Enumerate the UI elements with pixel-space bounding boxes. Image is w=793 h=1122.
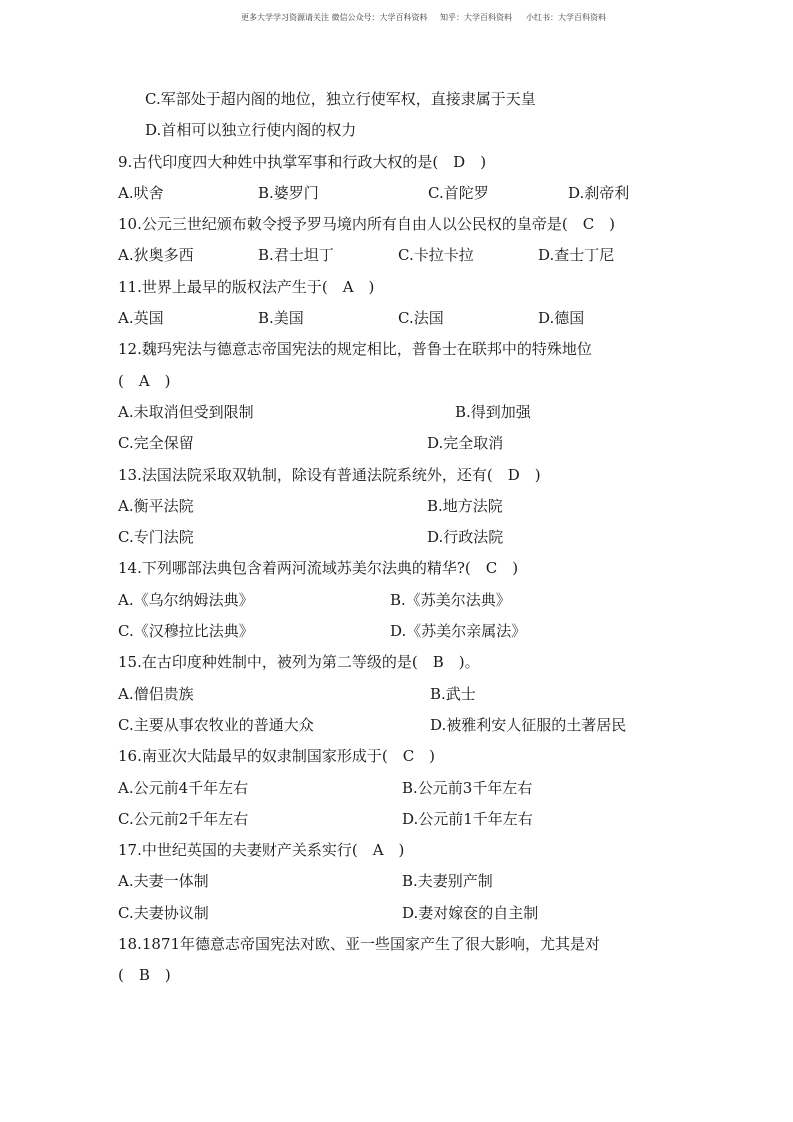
text-line: [0, 86, 793, 117]
header-zhihu-text: 知乎：大学百科资料: [440, 13, 512, 22]
text-line: [0, 399, 793, 430]
line-text: 12.魏玛宪法与德意志帝国宪法的规定相比，普鲁士在联邦中的特殊地位: [118, 340, 592, 359]
option-text: D.德国: [538, 309, 585, 328]
line-text: A.衡平法院: [118, 496, 194, 515]
line-text: A.狄奥多西: [118, 246, 194, 265]
line-text: 13.法国法院采取双轨制，除设有普通法院系统外，还有( D ): [118, 465, 541, 484]
text-line: [0, 868, 793, 899]
line-text: ( B ): [118, 966, 171, 985]
line-text: 18.1871年德意志帝国宪法对欧、亚一些国家产生了很大影响，尤其是对: [118, 935, 601, 954]
text-line: [0, 649, 793, 680]
text-line: [0, 211, 793, 242]
text-line: [0, 806, 793, 837]
option-text: D.行政法院: [427, 528, 504, 547]
line-text: 9.古代印度四大种姓中执掌军事和行政大权的是( D ): [118, 152, 487, 171]
option-text: B.君士坦丁: [258, 246, 334, 265]
line-text: C.夫妻协议制: [118, 903, 209, 922]
line-text: A.公元前4千年左右: [118, 778, 249, 797]
line-text: A.未取消但受到限制: [118, 402, 254, 421]
option-text: C.首陀罗: [428, 183, 489, 202]
line-text: 14.下列哪部法典包含着两河流域苏美尔法典的精华?( C ): [118, 559, 519, 578]
option-text: D.完全取消: [427, 434, 504, 453]
option-text: B.夫妻别产制: [402, 872, 493, 891]
text-line: [0, 430, 793, 461]
header-wechat-text: 更多大学学习资源请关注 微信公众号：大学百科资料: [241, 13, 428, 22]
text-line: [0, 962, 793, 993]
text-line: [0, 305, 793, 336]
text-line: [0, 149, 793, 180]
line-text: A.英国: [118, 309, 164, 328]
line-text: A.吠舍: [118, 183, 164, 202]
text-line: [0, 368, 793, 399]
text-line: [0, 900, 793, 931]
option-text: D.妻对嫁奁的自主制: [402, 903, 539, 922]
text-line: [0, 524, 793, 555]
option-text: B.地方法院: [427, 496, 503, 515]
line-text: 15.在古印度种姓制中，被列为第二等级的是( B )。: [118, 653, 480, 672]
header-xiaohongshu-text: 小红书：大学百科资料: [526, 13, 606, 22]
option-text: B.得到加强: [455, 402, 531, 421]
text-line: [0, 242, 793, 273]
option-text: B.武士: [430, 684, 476, 703]
option-text: B.婆罗门: [258, 183, 319, 202]
text-line: [0, 618, 793, 649]
text-line: [0, 336, 793, 367]
line-text: C.军部处于超内阁的地位，独立行使军权，直接隶属于天皇: [145, 90, 536, 108]
text-line: [0, 743, 793, 774]
text-line: [0, 555, 793, 586]
line-text: C.《汉穆拉比法典》: [118, 622, 254, 641]
text-line: [0, 775, 793, 806]
text-line: [0, 837, 793, 868]
line-text: ( A ): [118, 371, 171, 390]
text-line: [0, 493, 793, 524]
text-line: [0, 462, 793, 493]
option-text: D.被雅利安人征服的土著居民: [430, 715, 627, 734]
line-text: C.公元前2千年左右: [118, 809, 249, 828]
option-text: C.法国: [398, 309, 444, 328]
text-line: [0, 931, 793, 962]
line-text: 16.南亚次大陆最早的奴隶制国家形成于( C ): [118, 747, 436, 766]
option-text: D.《苏美尔亲属法》: [390, 622, 527, 641]
line-text: D.首相可以独立行使内阁的权力: [145, 121, 357, 140]
line-text: A.夫妻一体制: [118, 872, 209, 891]
option-text: B.《苏美尔法典》: [390, 590, 511, 609]
text-line: [0, 274, 793, 305]
line-text: C.完全保留: [118, 434, 194, 453]
text-line: [0, 180, 793, 211]
line-text: C.专门法院: [118, 528, 194, 547]
line-text: A.《乌尔纳姆法典》: [118, 590, 254, 609]
line-text: 11.世界上最早的版权法产生于( A ): [118, 277, 375, 296]
line-text: 10.公元三世纪颁布敕令授予罗马境内所有自由人以公民权的皇帝是( C ): [118, 215, 616, 234]
text-line: [0, 587, 793, 618]
option-text: D.刹帝利: [568, 183, 630, 202]
text-line: [0, 117, 793, 148]
line-text: C.主要从事农牧业的普通大众: [118, 715, 314, 734]
option-text: B.公元前3千年左右: [402, 778, 533, 797]
line-text: 17.中世纪英国的夫妻财产关系实行( A ): [118, 841, 405, 860]
document-body: [0, 86, 793, 994]
option-text: B.美国: [258, 309, 304, 328]
text-line: [0, 712, 793, 743]
option-text: D.公元前1千年左右: [402, 809, 533, 828]
option-text: C.卡拉卡拉: [398, 246, 474, 265]
text-line: [0, 681, 793, 712]
option-text: D.查士丁尼: [538, 246, 615, 265]
line-text: A.僧侣贵族: [118, 684, 194, 703]
